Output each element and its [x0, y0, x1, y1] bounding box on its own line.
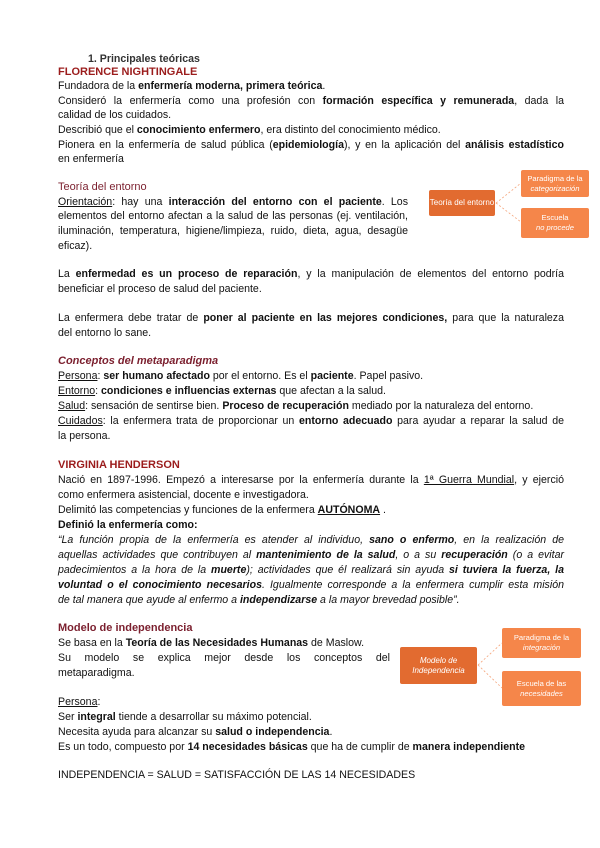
nightingale-line-2: Consideró la enfermería como una profesión con formación específica y remunerada, dada la	[58, 95, 564, 107]
entorno-diagram-main: Teoría del entorno	[429, 190, 495, 216]
henderson-line-4: Definió la enfermería como:	[58, 519, 198, 531]
entorno-p3-line-1: La enfermera debe tratar de poner al paciente en las mejores condiciones, para que la naturaleza	[58, 312, 565, 324]
entorno-line-1: Orientación: hay una interacción del entorno con el paciente. Los	[58, 196, 408, 208]
entorno-line-3: iluminación, temperatura, higiene/limpieza, ruido, dieta, agua, desagüe	[58, 225, 408, 237]
entorno-p2-line-1: La enfermedad es un proceso de reparación, y la manipulación de elementos del entorno podría	[58, 268, 564, 280]
henderson-name: VIRGINIA HENDERSON	[58, 459, 180, 471]
nightingale-name: FLORENCE NIGHTINGALE	[58, 66, 198, 78]
independencia-persona-3: Es un todo, compuesto por 14 necesidades básicas que ha de cumplir de manera independiente	[58, 741, 525, 753]
section-heading: 1. Principales teóricas	[88, 53, 200, 65]
independencia-line-3: metaparadigma.	[58, 667, 135, 679]
henderson-quote-1: “La función propia de la enfermería es atender al individuo, sano o enfermo, en la realización de	[58, 534, 564, 546]
independencia-persona-2: Necesita ayuda para alcanzar su salud o independencia.	[58, 726, 333, 738]
henderson-line-2: como enfermera asistencial, docente e investigadora.	[58, 489, 309, 501]
henderson-line-1: Nació en 1897-1996. Empezó a interesarse por la enfermería durante la 1ª Guerra Mundial, y ejerció	[58, 474, 564, 486]
metaparadigma-persona: Persona: ser humano afectado por el entorno. Es el paciente. Papel pasivo.	[58, 370, 424, 382]
metaparadigma-cuidados: Cuidados: la enfermera trata de proporcionar un entorno adecuado para ayudar a reparar la salud de	[58, 415, 564, 427]
independencia-line-1: Se basa en la Teoría de las Necesidades Humanas de Maslow.	[58, 637, 365, 649]
independencia-diagram-school: Escuela de las necesidades	[502, 671, 581, 706]
entorno-line-2: elementos del entorno afectan a la salud de las personas (ej. ventilación,	[58, 210, 408, 222]
nightingale-line-1: Fundadora de la enfermería moderna, primera teórica.	[58, 80, 326, 92]
entorno-p2-line-2: beneficiar el proceso de salud del paciente.	[58, 283, 262, 295]
independencia-equation: INDEPENDENCIA = SALUD = SATISFACCIÓN DE LAS 14 NECESIDADES	[58, 769, 416, 781]
independencia-persona-1: Ser integral tiende a desarrollar su máximo potencial.	[58, 711, 312, 723]
nightingale-line-3: calidad de los cuidados.	[58, 109, 172, 121]
nightingale-line-5: Pionera en la enfermería de salud pública (epidemiología), y en la aplicación del análisis estadístico	[58, 139, 564, 151]
henderson-quote-5: de tal manera que ayude al enfermo a independizarse a la mayor brevedad posible”.	[58, 594, 460, 606]
metaparadigma-heading: Conceptos del metaparadigma	[58, 355, 219, 367]
entorno-diagram-school: Escuela no procede	[521, 208, 589, 238]
henderson-line-3: Delimitó las competencias y funciones de la enfermera AUTÓNOMA .	[58, 504, 386, 516]
henderson-quote-3: padecimientos a la hora de la muerte); actividades que él realizará sin ayuda si tuviera la fuerza, la	[58, 564, 564, 576]
independencia-heading: Modelo de independencia	[58, 622, 193, 634]
entorno-diagram-paradigm: Paradigma de la categorización	[521, 170, 589, 197]
metaparadigma-cuidados-line-2: la persona.	[58, 430, 111, 442]
metaparadigma-entorno: Entorno: condiciones e influencias externas que afectan a la salud.	[58, 385, 387, 397]
metaparadigma-salud: Salud: sensación de sentirse bien. Proceso de recuperación mediado por la naturaleza del entorno.	[58, 400, 534, 412]
independencia-diagram-main: Modelo de Independencia	[400, 647, 477, 684]
independencia-persona-heading: Persona:	[58, 696, 101, 708]
entorno-p3-line-2: del entorno lo sane.	[58, 327, 152, 339]
henderson-quote-4: voluntad o el conocimiento necesarios. Igualmente corresponde a la enfermera cumplir esta misión	[58, 579, 564, 591]
entorno-heading: Teoría del entorno	[58, 181, 147, 193]
independencia-line-2: Su modelo se explica mejor desde los conceptos del	[58, 652, 390, 664]
independencia-diagram-paradigm: Paradigma de la integración	[502, 628, 581, 658]
henderson-quote-2: aquellas actividades que contribuyen al mantenimiento de la salud, o a su recuperación (o a evitar	[58, 549, 564, 561]
nightingale-line-4: Describió que el conocimiento enfermero, era distinto del conocimiento médico.	[58, 124, 441, 136]
nightingale-line-6: en enfermería	[58, 153, 124, 165]
entorno-line-4: eficaz).	[58, 240, 93, 252]
